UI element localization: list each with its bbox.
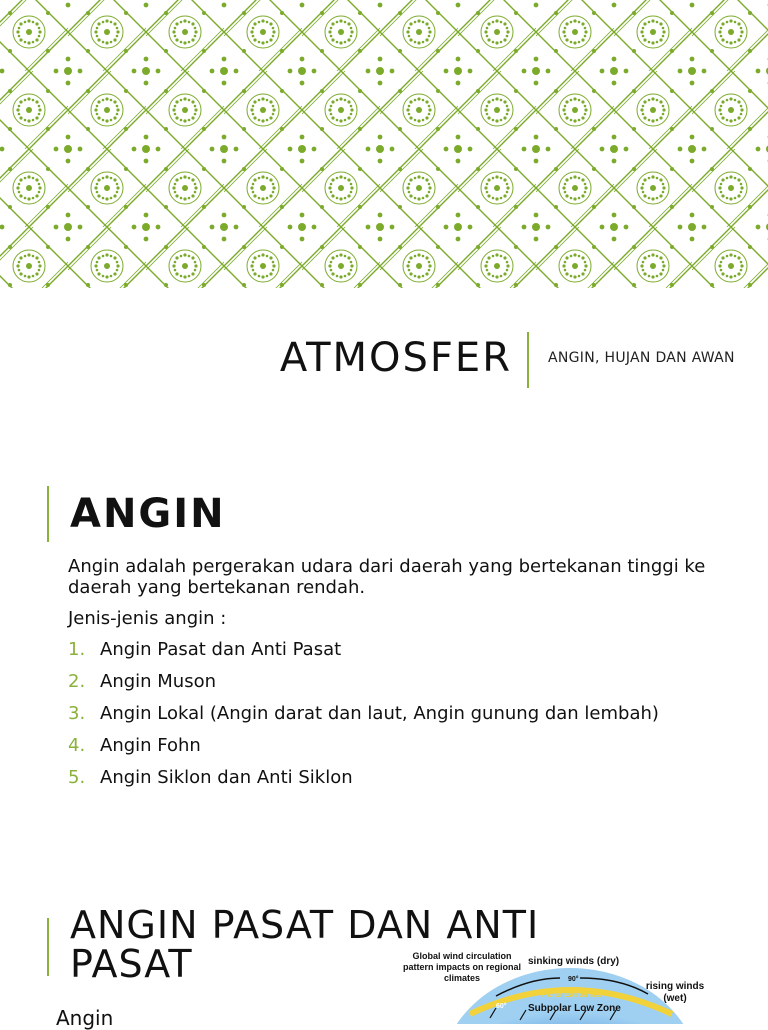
list-item	[68, 639, 708, 660]
slide-subtitle: ANGIN, HUJAN DAN AWAN	[548, 350, 735, 366]
list-number: 1.	[68, 639, 86, 660]
section-title-angin: ANGIN	[70, 491, 226, 537]
rising-winds-label: rising winds (wet)	[645, 981, 705, 1004]
decorative-banner	[0, 0, 768, 288]
list-item-text: Angin Pasat dan Anti Pasat	[100, 639, 342, 660]
lat-90-label: 90°	[568, 976, 579, 983]
accent-bar	[47, 486, 49, 542]
accent-bar	[47, 918, 49, 976]
wind-types-list	[68, 639, 708, 788]
slide-title-atmosfer: ATMOSFER	[279, 335, 512, 381]
wind-circulation-figure	[400, 948, 760, 1024]
section-body-start: Angin	[56, 1006, 114, 1030]
list-number: 3.	[68, 703, 86, 724]
list-item-text: Angin Siklon dan Anti Siklon	[100, 767, 353, 788]
list-item-text: Angin Fohn	[100, 735, 201, 756]
definition-paragraph: Angin adalah pergerakan udara dari daerah yang bertekanan tinggi ke daerah yang bertekanan rendah.	[68, 556, 706, 598]
section-body	[68, 556, 708, 799]
list-number: 2.	[68, 671, 86, 692]
list-intro: Jenis-jenis angin :	[68, 608, 227, 629]
lat-60-label: 60°	[496, 1003, 507, 1010]
list-item-text: Angin Lokal (Angin darat dan laut, Angin gunung dan lembah)	[100, 703, 659, 724]
list-item-text: Angin Muson	[100, 671, 217, 692]
list-number: 5.	[68, 767, 86, 788]
list-item	[68, 735, 708, 756]
section-title-pasat: ANGIN PASAT DAN ANTI PASAT	[70, 903, 540, 986]
list-item	[68, 703, 708, 724]
figure-caption: Global wind circulation pattern impacts on regional climates	[402, 951, 522, 983]
sinking-winds-label: sinking winds (dry)	[528, 956, 620, 967]
title-divider	[527, 332, 529, 388]
list-item	[68, 767, 708, 788]
list-number: 4.	[68, 735, 86, 756]
subpolar-low-label: Subpolar Low Zone	[528, 1003, 621, 1014]
green-circles-pattern	[0, 0, 768, 288]
list-item	[68, 671, 708, 692]
polar-easterlies-label: Polar Easterlies	[542, 990, 603, 999]
